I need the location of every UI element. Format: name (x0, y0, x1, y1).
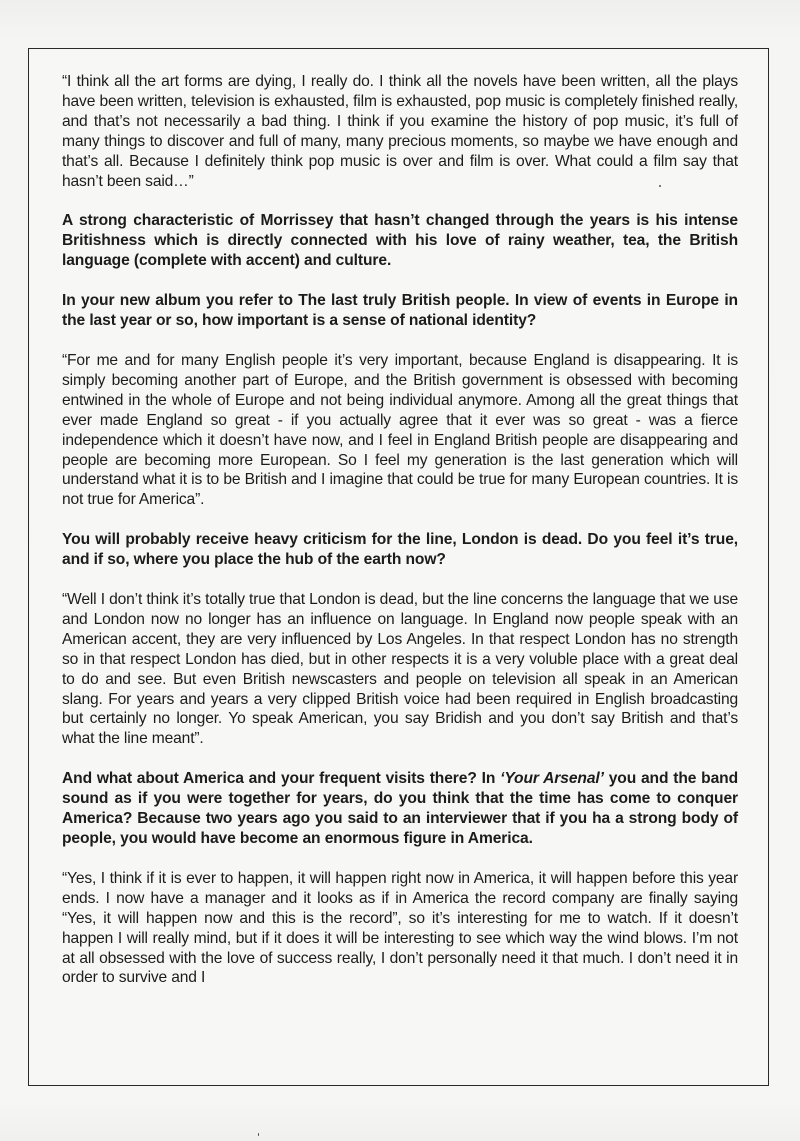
answer-paragraph: “I think all the art forms are dying, I really do. I think all the novels have been written, all the plays have been written, television is exhausted, film is exhausted, pop music is completely finished really, and that’s not necessarily a bad thing. I think if you examine the history of pop music, it’s full of many things to discover and full of many, many precious moments, so maybe we have enough and that’s all. Because I definitely think pop music is over and film is over. What could a film say that hasn’t been said…” (62, 73, 738, 190)
question-text: And what about America and your frequent visits there? In (62, 770, 501, 788)
question-paragraph: In your new album you refer to The last truly British people. In view of events in Europe in the last year or so, how important is a sense of national identity? (62, 292, 738, 330)
scan-speck (258, 1133, 259, 1136)
interview-body (62, 72, 738, 988)
question-paragraph: You will probably receive heavy criticism for the line, London is dead. Do you feel it’s true, and if so, where you place the hub of the earth now? (62, 531, 738, 569)
intro-paragraph: A strong characteristic of Morrissey that hasn’t changed through the years is his intense Britishness which is directly connected with his love of rainy weather, tea, the British language (complete with accent) and culture. (62, 212, 738, 270)
question-paragraph (62, 769, 738, 849)
answer-paragraph: “For me and for many English people it’s very important, because England is disappearing. It is simply becoming another part of Europe, and the British government is obsessed with becoming entwined in the whole of Europe and not being individual anymore. Among all the great things that ever made England so great - if you actually agree that it ever was so great - was a fierce independence which it doesn’t have now, and I feel in England British people are disappearing and people are becoming more European. So I feel my generation is the last generation which will understand what it is to be British and I imagine that could be true for many European countries. It is not true for America”. (62, 351, 738, 509)
answer-paragraph: “Well I don’t think it’s totally true that London is dead, but the line concerns the language that we use and London now no longer has an influence on language. In England now people speak with an American accent, they are very influenced by Los Angeles. In that respect London has no strength so in that respect London has died, but in other respects it is a very voluble place with a great deal to do and see. But even British newscasters and people on television all speak in an American slang. For years and years a very clipped British voice had been required in English broadcasting but certainly no longer. Yo speak American, you say Bridish and you don’t say British and that’s what the line meant”. (62, 591, 738, 748)
answer-paragraph: “Yes, I think if it is ever to happen, it will happen right now in America, it will happen before this year ends. I now have a manager and it looks as if in America the record company are finally saying “Yes, it will happen now and this is the record”, so it’s interesting for me to watch. If it doesn’t happen I will really mind, but if it does it will be interesting to see which way the wind blows. I’m not at all obsessed with the love of success really, I don’t personally need it that much. I don’t need it in order to survive and I (62, 869, 738, 987)
scan-speck (659, 185, 661, 187)
question-text: you and the band sound as if you were together for years, do you think that the time has come to conquer America? Because two years ago you said to an interviewer that if you ha a strong body of people, you would have become an enormous figure in America. (62, 770, 739, 847)
album-title: ‘Your Arsenal’ (500, 770, 604, 788)
